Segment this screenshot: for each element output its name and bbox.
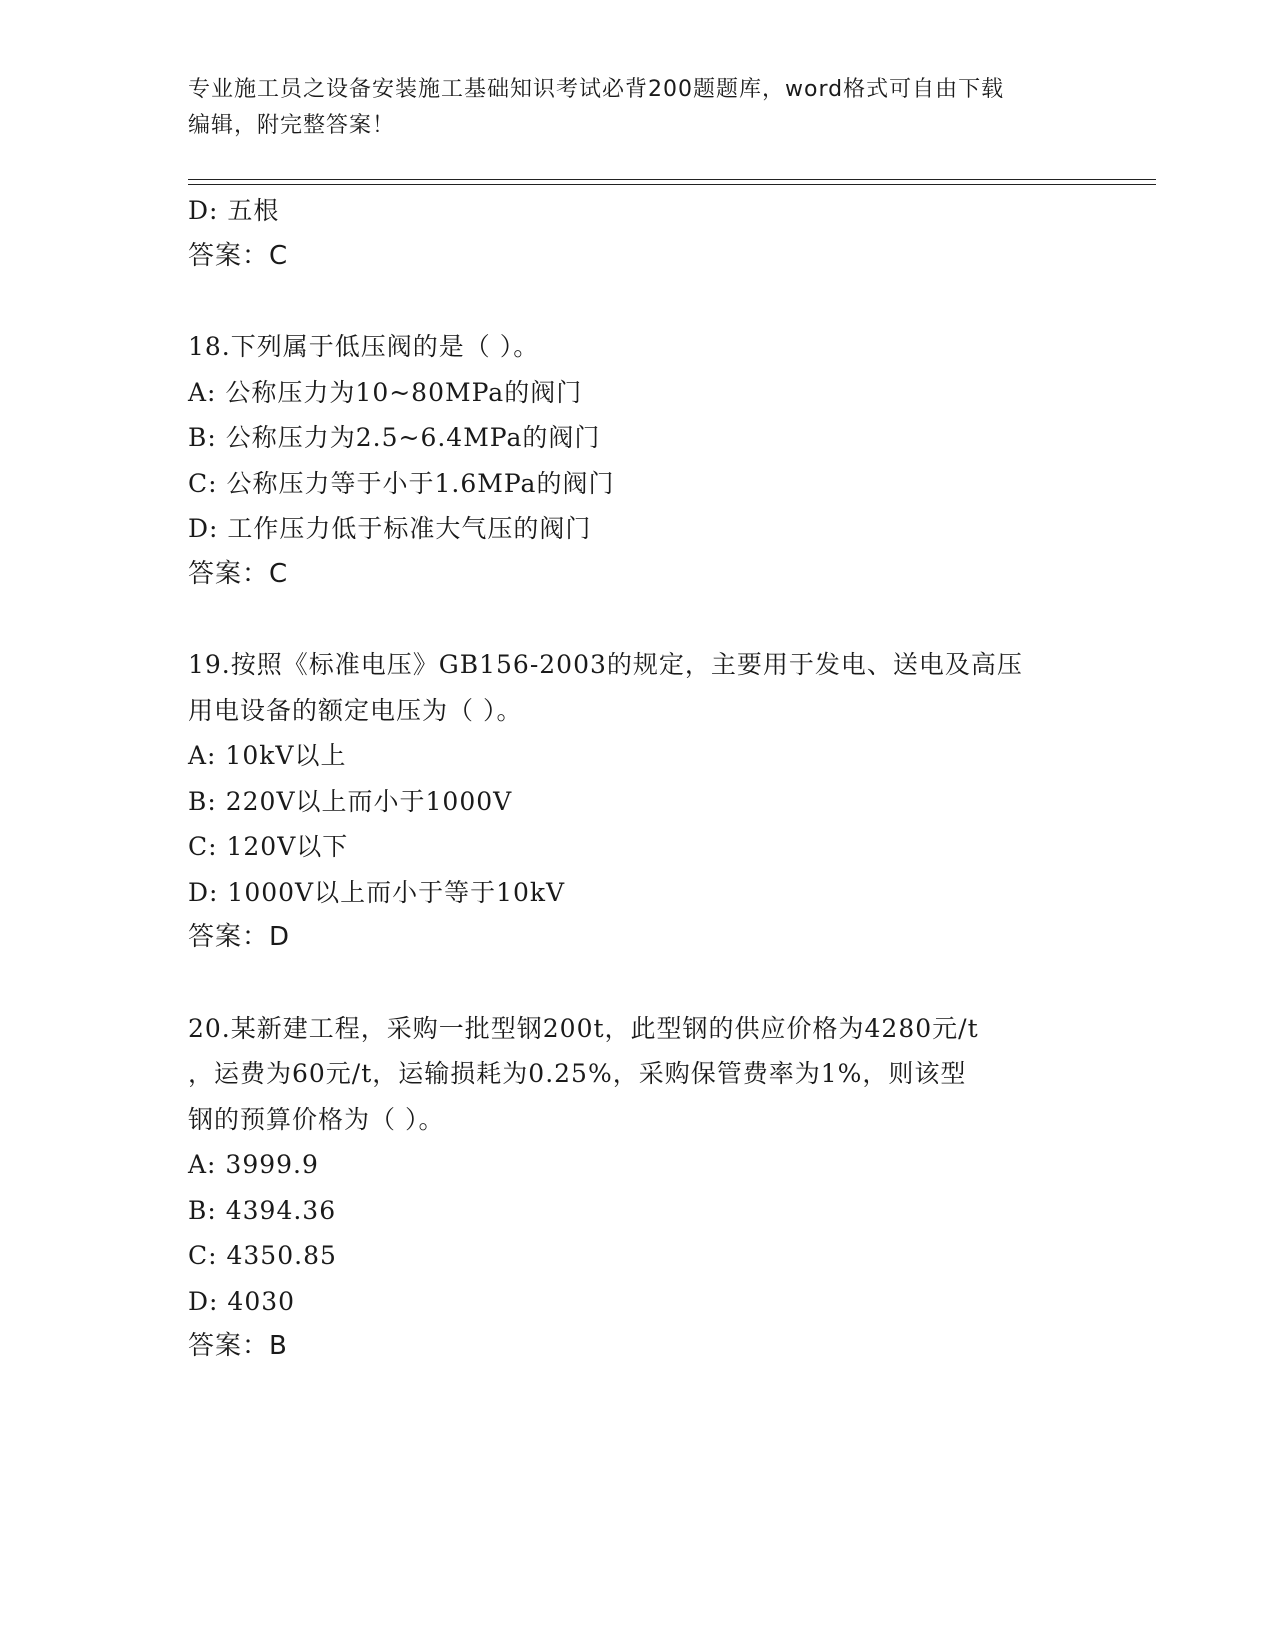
header-rule-bottom [188,184,1156,185]
q18-stem: 18.下列属于低压阀的是（ ）。 [188,332,540,361]
q19-option-c: C: 120V以下 [188,832,349,861]
q19-option-a: A: 10kV以上 [188,741,347,770]
question-20 [188,1006,1088,1370]
q17-answer: 答案：C [188,240,289,271]
document-body [188,188,1088,1370]
q19-stem-line-1: 19.按照《标准电压》GB156-2003的规定，主要用于发电、送电及高压 [188,650,1023,679]
q19-stem-line-2: 用电设备的额定电压为（ ）。 [188,695,523,725]
q20-stem-line-2: ，运费为60元/t，运输损耗为0.25%，采购保管费率为1%，则该型 [188,1059,967,1088]
q18-option-c: C: 公称压力等于小于1.6MPa的阀门 [188,468,615,498]
q19-option-d: D: 1000V以上而小于等于10kV [188,877,566,907]
q19-option-b: B: 220V以上而小于1000V [188,786,513,816]
q19-answer: 答案：D [188,922,291,952]
q20-option-d: D: 4030 [188,1286,296,1316]
question-17-tail [188,188,1088,279]
header-line-2: 编辑，附完整答案！ [188,113,396,138]
q20-stem-line-1: 20.某新建工程，采购一批型钢200t，此型钢的供应价格为4280元/t [188,1013,979,1043]
q17-option-d: D: 五根 [188,196,280,225]
q20-option-b: B: 4394.36 [188,1195,337,1225]
q20-option-a: A: 3999.9 [188,1150,319,1179]
header-line-1: 专业施工员之设备安装施工基础知识考试必背200题题库，word格式可自由下载 [188,77,1005,102]
q18-option-a: A: 公称压力为10~80MPa的阀门 [188,377,583,407]
question-18 [188,324,1088,597]
q18-option-b: B: 公称压力为2.5~6.4MPa的阀门 [188,423,601,452]
q20-answer: 答案：B [188,1331,288,1361]
q18-answer: 答案：C [188,558,289,589]
question-19 [188,642,1088,961]
q18-option-d: D: 工作压力低于标准大气压的阀门 [188,514,592,543]
page-header [188,72,1068,144]
header-rule-top [188,179,1156,180]
q20-option-c: C: 4350.85 [188,1241,337,1270]
q20-stem-line-3: 钢的预算价格为（ ）。 [188,1104,445,1134]
